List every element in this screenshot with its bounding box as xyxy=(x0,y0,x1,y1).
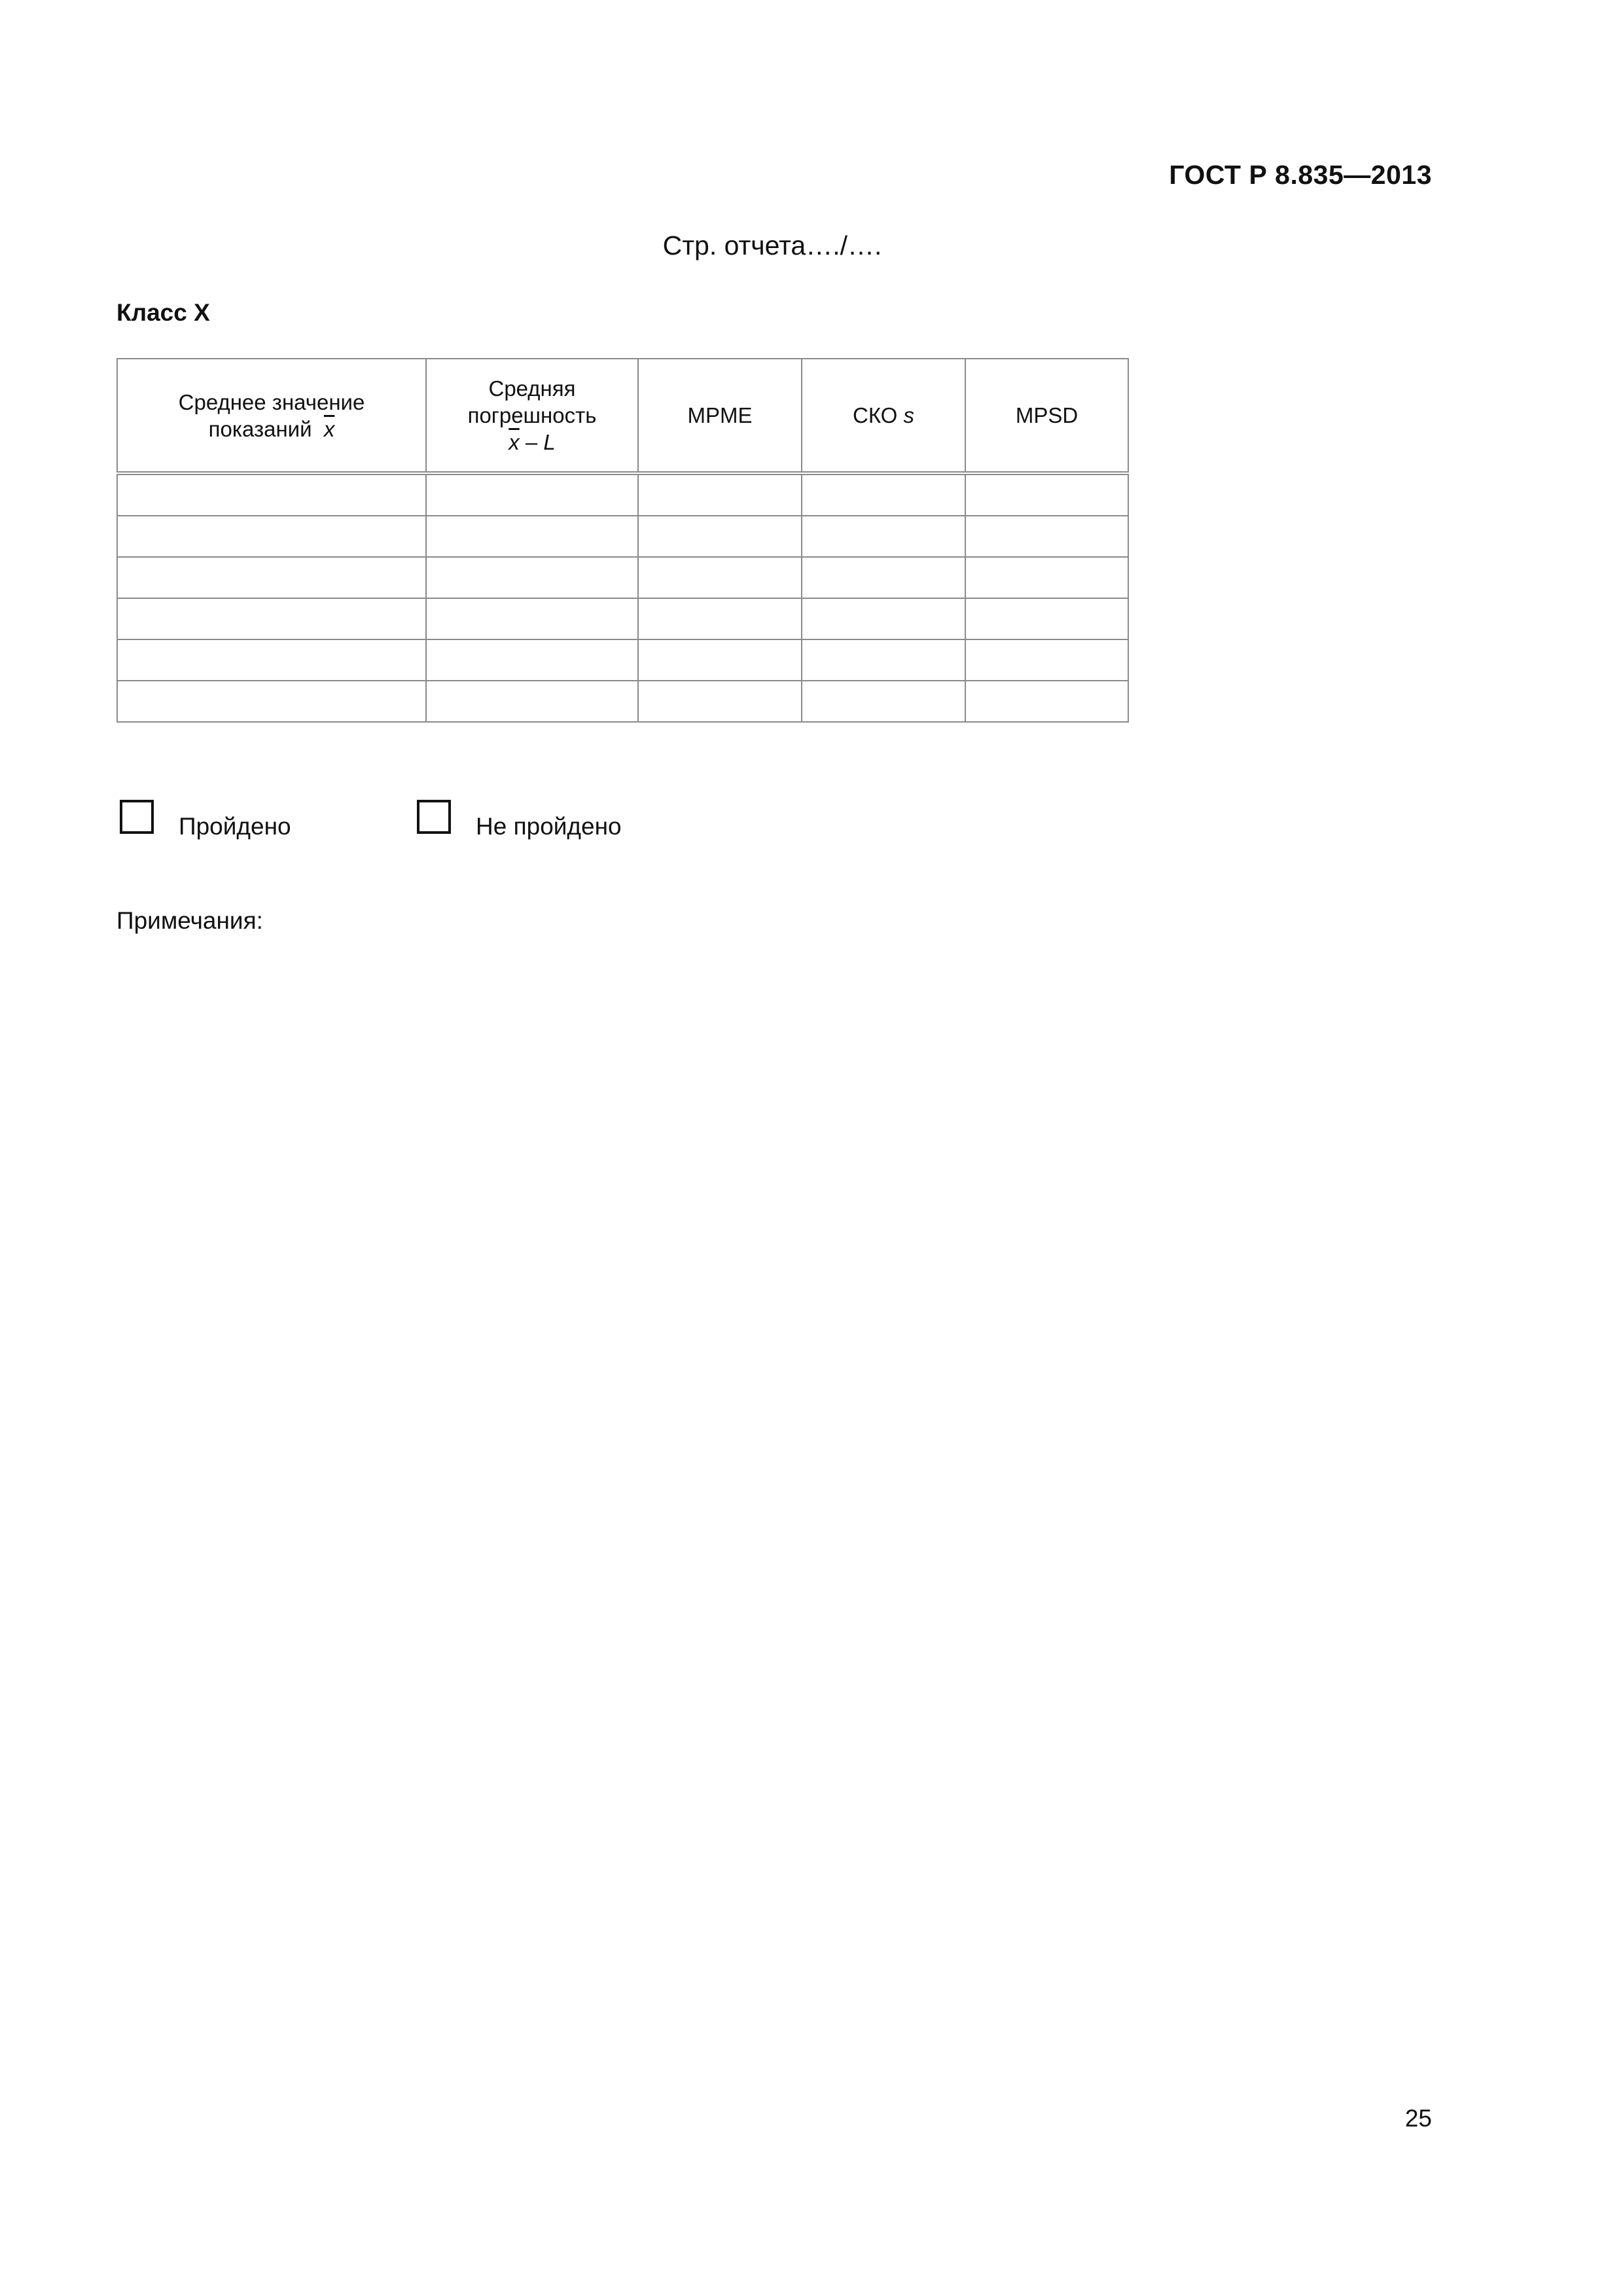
x-bar-symbol: $\overline{x}$ xyxy=(508,430,520,454)
failed-label: Не пройдено xyxy=(476,813,622,840)
table-row xyxy=(117,516,1128,557)
column-header-mpme: MPME xyxy=(638,359,802,473)
column-header-text: показаний xyxy=(208,416,312,441)
table-cell[interactable] xyxy=(802,639,965,681)
table-cell[interactable] xyxy=(117,681,426,722)
table-cell[interactable] xyxy=(638,598,802,639)
page-number: 25 xyxy=(1404,2105,1432,2132)
table-cell[interactable] xyxy=(802,473,965,516)
table-cell[interactable] xyxy=(638,639,802,681)
table-cell[interactable] xyxy=(117,557,426,598)
table-cell[interactable] xyxy=(117,639,426,681)
s-symbol: s xyxy=(903,403,915,427)
verdict-passed[interactable] xyxy=(120,800,291,840)
table-cell[interactable] xyxy=(638,516,802,557)
section-title: Класс X xyxy=(116,299,210,326)
x-bar-symbol: $\overline{x}$ xyxy=(323,416,335,441)
table-cell[interactable] xyxy=(965,516,1128,557)
column-header-mean-error xyxy=(426,359,638,473)
table-cell[interactable] xyxy=(426,516,638,557)
column-header-std xyxy=(802,359,965,473)
table-row xyxy=(117,598,1128,639)
table-row xyxy=(117,639,1128,681)
minus-sign: – xyxy=(525,430,538,454)
passed-checkbox[interactable] xyxy=(120,800,154,834)
table-cell[interactable] xyxy=(638,473,802,516)
table-cell[interactable] xyxy=(802,516,965,557)
document-code: ГОСТ Р 8.835—2013 xyxy=(1169,160,1432,190)
verdict-failed[interactable] xyxy=(417,800,622,840)
notes-label: Примечания: xyxy=(116,907,263,934)
l-symbol: L xyxy=(543,430,556,454)
column-header-text: погрешность xyxy=(467,403,597,427)
table-cell[interactable] xyxy=(426,639,638,681)
table-cell[interactable] xyxy=(965,473,1128,516)
table-cell[interactable] xyxy=(638,681,802,722)
column-header-text: Среднее значение xyxy=(178,389,365,414)
table-cell[interactable] xyxy=(426,681,638,722)
table-cell[interactable] xyxy=(965,681,1128,722)
table-cell[interactable] xyxy=(638,557,802,598)
table-cell[interactable] xyxy=(117,598,426,639)
table-cell[interactable] xyxy=(965,639,1128,681)
report-page-counter: Стр. отчета…./…. xyxy=(662,230,882,260)
table-cell[interactable] xyxy=(802,598,965,639)
table-row xyxy=(117,557,1128,598)
passed-label: Пройдено xyxy=(179,813,291,840)
table-cell[interactable] xyxy=(965,598,1128,639)
table-cell[interactable] xyxy=(802,557,965,598)
table-cell[interactable] xyxy=(802,681,965,722)
table-cell[interactable] xyxy=(965,557,1128,598)
failed-checkbox[interactable] xyxy=(417,800,451,834)
table-cell[interactable] xyxy=(117,516,426,557)
column-header-text: СКО xyxy=(852,403,898,427)
table-row xyxy=(117,473,1128,516)
table-cell[interactable] xyxy=(426,598,638,639)
table-cell[interactable] xyxy=(426,557,638,598)
table-row xyxy=(117,681,1128,722)
column-header-mean-reading xyxy=(117,359,426,473)
table-cell[interactable] xyxy=(117,473,426,516)
column-header-text: Средняя xyxy=(488,376,576,401)
table-cell[interactable] xyxy=(426,473,638,516)
table-header-row xyxy=(117,359,1128,473)
column-header-mpsd: MPSD xyxy=(965,359,1128,473)
results-table xyxy=(116,358,1129,723)
